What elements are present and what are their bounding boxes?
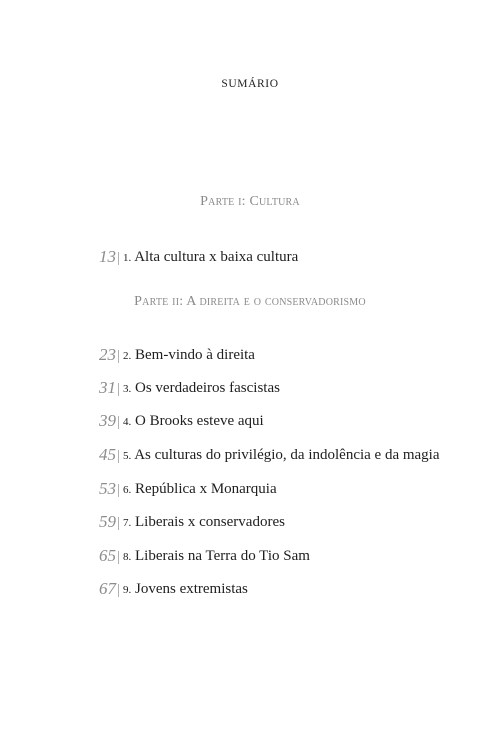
toc-chapter-number: 7. bbox=[123, 517, 132, 529]
toc-chapter-title: Liberais na Terra do Tio Sam bbox=[135, 548, 310, 564]
toc-chapter-title: Alta cultura x baixa cultura bbox=[134, 249, 299, 265]
toc-separator: | bbox=[117, 448, 121, 464]
toc-entry bbox=[0, 578, 500, 600]
toc-chapter-number: 4. bbox=[123, 416, 132, 428]
toc-chapter-title: As culturas do privilégio, da indolência e da magia bbox=[134, 447, 440, 463]
toc-chapter-number: 3. bbox=[123, 383, 132, 395]
toc-page-number: 31 bbox=[99, 378, 116, 397]
part-heading-2: Parte ii: A direita e o conservadorismo bbox=[134, 294, 366, 309]
toc-chapter-number: 9. bbox=[123, 584, 132, 596]
toc-chapter-title: Bem-vindo à direita bbox=[135, 347, 255, 363]
toc-entry bbox=[0, 246, 500, 268]
part-heading-1: Parte i: Cultura bbox=[200, 194, 300, 209]
toc-entry bbox=[0, 545, 500, 567]
toc-entry-text bbox=[123, 478, 277, 501]
toc-separator: | bbox=[117, 250, 121, 266]
toc-entry bbox=[0, 410, 500, 432]
toc-chapter-number: 1. bbox=[123, 252, 132, 264]
toc-page-number: 67 bbox=[99, 579, 116, 598]
toc-separator: | bbox=[117, 549, 121, 565]
toc-separator: | bbox=[117, 582, 121, 598]
toc-page-number: 45 bbox=[99, 445, 116, 464]
toc-entry bbox=[0, 377, 500, 399]
toc-page-number: 39 bbox=[99, 411, 116, 430]
toc-entry bbox=[0, 511, 500, 533]
toc-chapter-number: 5. bbox=[123, 450, 132, 462]
toc-separator: | bbox=[117, 348, 121, 364]
toc-entry-text bbox=[123, 444, 440, 467]
page-title: SUMÁRIO bbox=[221, 78, 279, 90]
toc-chapter-number: 8. bbox=[123, 551, 132, 563]
toc-chapter-title: O Brooks esteve aqui bbox=[135, 413, 264, 429]
toc-entry-text bbox=[123, 410, 264, 433]
toc-separator: | bbox=[117, 482, 121, 498]
toc-entry bbox=[0, 344, 500, 366]
toc-chapter-title: Os verdadeiros fascistas bbox=[135, 380, 280, 396]
toc-separator: | bbox=[117, 515, 121, 531]
toc-chapter-title: República x Monarquia bbox=[135, 481, 277, 497]
toc-page-number: 23 bbox=[99, 345, 116, 364]
toc-page-number: 59 bbox=[99, 512, 116, 531]
toc-page-number: 53 bbox=[99, 479, 116, 498]
toc-entry bbox=[0, 444, 500, 466]
toc-entry-text bbox=[123, 578, 248, 601]
toc-entry-text bbox=[123, 511, 285, 534]
toc-page-number: 13 bbox=[99, 247, 116, 266]
toc-entry-text bbox=[123, 377, 280, 400]
toc-separator: | bbox=[117, 381, 121, 397]
toc-entry bbox=[0, 478, 500, 500]
toc-chapter-number: 6. bbox=[123, 484, 132, 496]
toc-entry-text bbox=[123, 545, 310, 568]
toc-chapter-title: Liberais x conservadores bbox=[135, 514, 285, 530]
toc-entry-text bbox=[123, 246, 298, 269]
toc-entry-text bbox=[123, 344, 255, 367]
toc-chapter-title: Jovens extremistas bbox=[135, 581, 248, 597]
toc-chapter-number: 2. bbox=[123, 350, 132, 362]
toc-separator: | bbox=[117, 414, 121, 430]
toc-page-number: 65 bbox=[99, 546, 116, 565]
